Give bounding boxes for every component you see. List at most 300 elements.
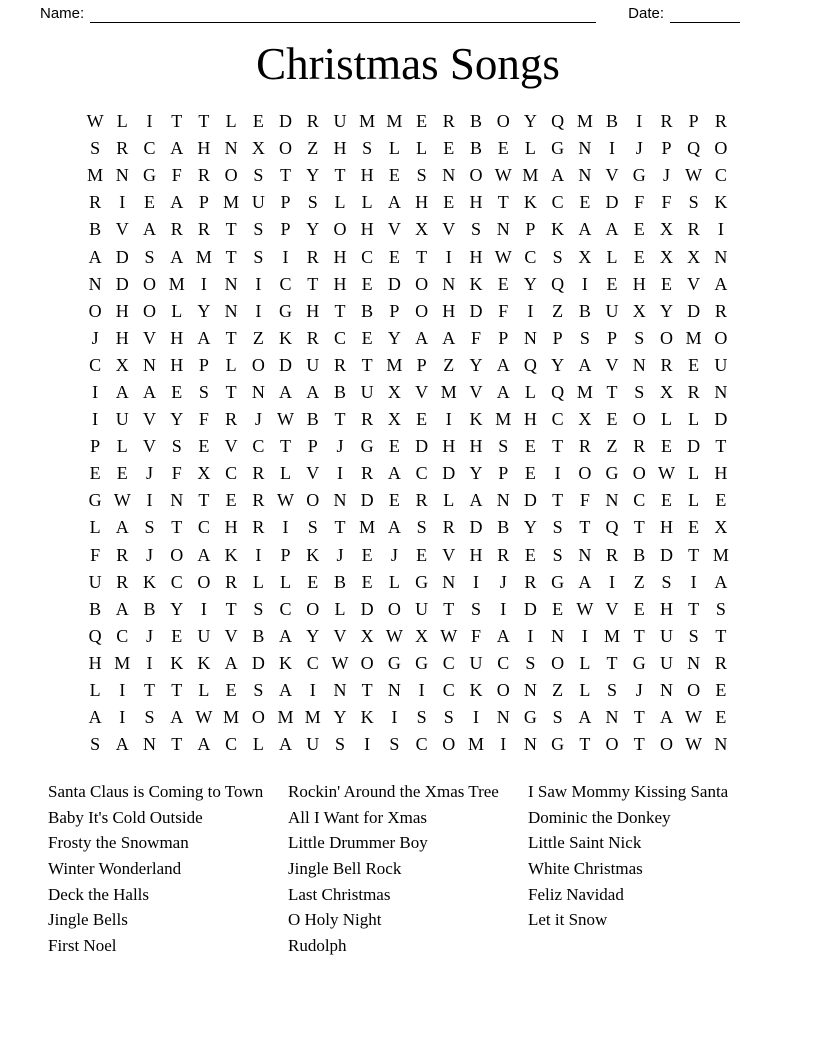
grid-letter: T xyxy=(715,436,727,457)
grid-letter: M xyxy=(576,111,593,132)
grid-letter: W xyxy=(385,625,403,646)
date-label: Date: xyxy=(628,5,664,22)
grid-letter: R xyxy=(197,219,210,240)
grid-letter: T xyxy=(633,625,645,646)
grid-letter: Y xyxy=(551,354,565,375)
grid-letter: P xyxy=(280,219,291,240)
grid-letter: W xyxy=(277,409,295,430)
grid-letter: L xyxy=(89,680,101,701)
grid-letter: I xyxy=(527,300,534,321)
grid-letter: T xyxy=(688,598,700,619)
grid-letter: I xyxy=(119,192,126,213)
grid-letter: K xyxy=(197,652,211,673)
grid-letter: A xyxy=(143,381,157,402)
grid-letter: I xyxy=(527,625,534,646)
grid-letter: E xyxy=(552,598,564,619)
grid-letter: N xyxy=(251,381,265,402)
grid-letter: A xyxy=(415,327,429,348)
grid-letter: E xyxy=(388,246,400,267)
grid-letter: N xyxy=(170,490,184,511)
grid-letter: E xyxy=(715,707,727,728)
grid-letter: L xyxy=(116,436,128,457)
grid-letter: P xyxy=(661,138,672,159)
grid-letter: M xyxy=(304,707,321,728)
grid-letter: A xyxy=(442,327,456,348)
grid-letter: A xyxy=(306,381,320,402)
grid-letter: N xyxy=(496,490,510,511)
grid-letter: R xyxy=(415,490,428,511)
grid-letter: T xyxy=(280,436,292,457)
grid-letter: A xyxy=(170,707,184,728)
grid-letter: N xyxy=(687,652,701,673)
grid-letter: D xyxy=(659,544,673,565)
grid-letter: E xyxy=(524,436,536,457)
grid-letter: O xyxy=(551,652,565,673)
grid-letter: M xyxy=(576,381,593,402)
grid-letter: S xyxy=(552,707,563,728)
grid-letter: X xyxy=(415,219,429,240)
grid-letter: C xyxy=(415,734,428,755)
grid-letter: K xyxy=(170,652,184,673)
name-label: Name: xyxy=(40,5,85,22)
grid-letter: K xyxy=(469,680,483,701)
grid-letter: V xyxy=(415,381,429,402)
grid-letter: C xyxy=(714,165,727,186)
grid-letter: K xyxy=(469,409,483,430)
grid-letter: Y xyxy=(170,409,184,430)
grid-letter: L xyxy=(579,652,591,673)
grid-letter: C xyxy=(497,652,510,673)
grid-letter: L xyxy=(89,517,101,538)
grid-letter: J xyxy=(390,544,398,565)
grid-letter: Y xyxy=(306,165,320,186)
grid-letter: R xyxy=(714,652,727,673)
grid-letter: I xyxy=(717,219,724,240)
grid-letter: I xyxy=(690,571,697,592)
grid-letter: P xyxy=(198,192,209,213)
grid-letter: S xyxy=(661,571,672,592)
grid-letter: C xyxy=(551,409,564,430)
grid-letter: K xyxy=(279,652,293,673)
grid-letter: J xyxy=(336,544,344,565)
grid-letter: E xyxy=(688,354,700,375)
grid-letter: J xyxy=(662,165,670,186)
grid-letter: R xyxy=(116,544,129,565)
grid-letter: D xyxy=(605,192,619,213)
grid-letter: L xyxy=(579,680,591,701)
grid-letter: T xyxy=(225,381,237,402)
grid-letter: R xyxy=(225,409,238,430)
grid-letter: L xyxy=(443,490,455,511)
grid-letter: P xyxy=(280,544,291,565)
grid-letter: N xyxy=(659,680,673,701)
grid-letter: Y xyxy=(170,598,184,619)
grid-letter: H xyxy=(659,517,673,538)
grid-letter: S xyxy=(389,734,400,755)
grid-letter: S xyxy=(144,246,155,267)
grid-letter: I xyxy=(636,111,643,132)
grid-letter: T xyxy=(361,354,373,375)
grid-letter: H xyxy=(224,517,238,538)
grid-letter: H xyxy=(360,219,374,240)
grid-letter: D xyxy=(279,354,293,375)
grid-letter: H xyxy=(632,273,646,294)
grid-letter: D xyxy=(251,652,265,673)
grid-letter: I xyxy=(200,598,207,619)
grid-letter: W xyxy=(576,598,594,619)
grid-letter: S xyxy=(90,138,101,159)
word-list-item: Let it Snow xyxy=(528,910,608,930)
grid-letter: G xyxy=(605,463,619,484)
grid-letter: S xyxy=(253,219,264,240)
grid-letter: O xyxy=(714,138,728,159)
grid-letter: H xyxy=(523,409,537,430)
grid-letter: U xyxy=(714,354,728,375)
grid-letter: C xyxy=(116,625,129,646)
grid-letter: E xyxy=(606,409,618,430)
grid-letter: R xyxy=(89,192,102,213)
grid-letter: R xyxy=(225,571,238,592)
grid-letter: H xyxy=(170,327,184,348)
grid-letter: K xyxy=(714,192,728,213)
grid-letter: S xyxy=(715,598,726,619)
grid-letter: G xyxy=(632,652,646,673)
grid-letter: N xyxy=(387,680,401,701)
grid-letter: I xyxy=(92,409,99,430)
grid-letter: D xyxy=(360,490,374,511)
grid-letter: A xyxy=(496,381,510,402)
grid-letter: T xyxy=(443,598,455,619)
word-list-item: Last Christmas xyxy=(288,884,391,904)
grid-letter: U xyxy=(115,409,129,430)
grid-letter: C xyxy=(279,598,292,619)
grid-letter: C xyxy=(279,273,292,294)
grid-letter: W xyxy=(685,707,703,728)
grid-letter: V xyxy=(387,219,401,240)
grid-letter: E xyxy=(606,273,618,294)
grid-letter: N xyxy=(224,138,238,159)
grid-letter: R xyxy=(116,571,129,592)
grid-letter: E xyxy=(660,490,672,511)
grid-letter: V xyxy=(687,273,701,294)
grid-letter: U xyxy=(605,300,619,321)
word-list-item: I Saw Mommy Kissing Santa xyxy=(528,782,729,802)
grid-letter: W xyxy=(331,652,349,673)
grid-letter: H xyxy=(333,138,347,159)
grid-letter: I xyxy=(554,463,561,484)
worksheet-header xyxy=(0,0,816,23)
grid-letter: U xyxy=(469,652,483,673)
grid-letter: V xyxy=(143,327,157,348)
grid-letter: I xyxy=(581,625,588,646)
grid-letter: M xyxy=(604,625,621,646)
grid-letter: Y xyxy=(523,517,537,538)
grid-letter: T xyxy=(198,111,210,132)
grid-letter: O xyxy=(251,707,265,728)
grid-letter: S xyxy=(416,165,427,186)
grid-letter: B xyxy=(333,381,346,402)
grid-letter: W xyxy=(86,111,104,132)
grid-letter: L xyxy=(688,463,700,484)
word-list-column xyxy=(528,779,768,958)
grid-letter: H xyxy=(442,300,456,321)
grid-letter: U xyxy=(251,192,265,213)
grid-letter: P xyxy=(307,436,318,457)
grid-letter: S xyxy=(552,246,563,267)
grid-letter: C xyxy=(306,652,319,673)
grid-letter: S xyxy=(253,165,264,186)
grid-letter: W xyxy=(657,463,675,484)
grid-letter: N xyxy=(143,354,157,375)
grid-letter: B xyxy=(333,571,346,592)
grid-letter: N xyxy=(578,544,592,565)
grid-letter: J xyxy=(146,625,154,646)
grid-letter: R xyxy=(660,354,673,375)
grid-letter: O xyxy=(496,111,510,132)
grid-letter: L xyxy=(252,734,264,755)
grid-letter: R xyxy=(116,138,129,159)
grid-letter: E xyxy=(497,138,509,159)
grid-letter: U xyxy=(306,734,320,755)
grid-letter: D xyxy=(115,273,129,294)
grid-letter: V xyxy=(442,544,456,565)
grid-letter: B xyxy=(252,625,265,646)
grid-letter: A xyxy=(88,707,102,728)
grid-letter: L xyxy=(280,571,292,592)
grid-letter: R xyxy=(606,544,619,565)
grid-letter: I xyxy=(445,246,452,267)
grid-letter: S xyxy=(471,219,482,240)
grid-letter: G xyxy=(415,652,429,673)
grid-letter: N xyxy=(551,625,565,646)
grid-letter: A xyxy=(469,490,483,511)
grid-letter: O xyxy=(224,165,238,186)
grid-letter: Q xyxy=(605,517,619,538)
grid-letter: H xyxy=(469,192,483,213)
grid-letter: R xyxy=(497,544,510,565)
grid-letter: M xyxy=(168,273,185,294)
grid-letter: L xyxy=(660,409,672,430)
grid-letter: X xyxy=(578,409,592,430)
grid-letter: T xyxy=(198,490,210,511)
grid-letter: O xyxy=(143,273,157,294)
word-list-item: Little Saint Nick xyxy=(528,833,642,853)
grid-letter: S xyxy=(362,138,373,159)
grid-letter: T xyxy=(688,544,700,565)
page-title: Christmas Songs xyxy=(256,39,560,89)
grid-letter: I xyxy=(119,707,126,728)
grid-letter: M xyxy=(114,652,131,673)
grid-letter: L xyxy=(334,192,346,213)
grid-letter: O xyxy=(632,463,646,484)
grid-letter: T xyxy=(171,680,183,701)
grid-letter: S xyxy=(416,517,427,538)
grid-letter: V xyxy=(115,219,129,240)
grid-letter: P xyxy=(90,436,101,457)
grid-letter: Q xyxy=(687,138,701,159)
grid-letter: D xyxy=(442,463,456,484)
grid-letter: H xyxy=(469,544,483,565)
grid-letter: T xyxy=(307,273,319,294)
grid-letter: A xyxy=(224,652,238,673)
grid-letter: E xyxy=(252,111,264,132)
grid-letter: S xyxy=(253,246,264,267)
grid-letter: E xyxy=(633,219,645,240)
word-list-item: O Holy Night xyxy=(288,910,382,930)
grid-letter: E xyxy=(416,544,428,565)
grid-letter: O xyxy=(687,680,701,701)
grid-letter: R xyxy=(333,354,346,375)
grid-letter: I xyxy=(146,111,153,132)
grid-letter: J xyxy=(635,138,643,159)
grid-letter: H xyxy=(415,192,429,213)
grid-letter: N xyxy=(115,165,129,186)
grid-letter: E xyxy=(388,165,400,186)
grid-letter: R xyxy=(197,165,210,186)
grid-letter: X xyxy=(578,246,592,267)
grid-letter: H xyxy=(333,246,347,267)
grid-letter: Y xyxy=(469,354,483,375)
grid-letter: I xyxy=(609,571,616,592)
grid-letter: Y xyxy=(197,300,211,321)
grid-letter: N xyxy=(496,219,510,240)
grid-letter: G xyxy=(551,138,565,159)
grid-letter: E xyxy=(225,680,237,701)
grid-letter: J xyxy=(146,463,154,484)
grid-letter: T xyxy=(334,300,346,321)
grid-letter: O xyxy=(605,734,619,755)
grid-letter: E xyxy=(443,138,455,159)
grid-letter: X xyxy=(251,138,265,159)
grid-letter: O xyxy=(496,680,510,701)
grid-letter: I xyxy=(473,571,480,592)
grid-letter: C xyxy=(361,246,374,267)
grid-letter: O xyxy=(659,327,673,348)
grid-letter: A xyxy=(387,517,401,538)
grid-letter: Q xyxy=(88,625,102,646)
grid-letter: I xyxy=(255,544,262,565)
grid-letter: E xyxy=(361,273,373,294)
grid-letter: L xyxy=(416,138,428,159)
grid-letter: T xyxy=(225,327,237,348)
grid-letter: C xyxy=(415,463,428,484)
grid-letter: H xyxy=(170,354,184,375)
grid-letter: E xyxy=(144,192,156,213)
grid-letter: T xyxy=(334,165,346,186)
grid-letter: B xyxy=(470,111,483,132)
grid-letter: O xyxy=(306,490,320,511)
grid-letter: L xyxy=(388,571,400,592)
grid-letter: X xyxy=(714,517,728,538)
grid-letter: M xyxy=(386,354,403,375)
grid-letter: P xyxy=(389,300,400,321)
grid-letter: A xyxy=(387,192,401,213)
grid-letter: M xyxy=(468,734,485,755)
grid-letter: A xyxy=(279,680,293,701)
grid-letter: E xyxy=(171,625,183,646)
grid-letter: R xyxy=(660,111,673,132)
grid-letter: A xyxy=(496,625,510,646)
grid-letter: E xyxy=(715,680,727,701)
grid-letter: X xyxy=(632,300,646,321)
grid-letter: N xyxy=(143,734,157,755)
grid-letter: D xyxy=(360,598,374,619)
grid-letter: G xyxy=(632,165,646,186)
grid-letter: O xyxy=(632,409,646,430)
grid-letter: A xyxy=(496,354,510,375)
grid-letter: P xyxy=(552,327,563,348)
grid-letter: A xyxy=(115,381,129,402)
grid-letter: F xyxy=(661,192,672,213)
word-list-item: White Christmas xyxy=(528,859,643,879)
grid-letter: I xyxy=(255,273,262,294)
grid-letter: A xyxy=(279,625,293,646)
grid-letter: M xyxy=(495,409,512,430)
grid-letter: N xyxy=(523,327,537,348)
grid-letter: A xyxy=(170,138,184,159)
grid-letter: S xyxy=(688,192,699,213)
grid-letter: T xyxy=(171,517,183,538)
grid-letter: N xyxy=(714,734,728,755)
grid-letter: E xyxy=(633,246,645,267)
grid-letter: H xyxy=(115,300,129,321)
grid-letter: O xyxy=(279,138,293,159)
grid-letter: I xyxy=(500,598,507,619)
grid-letter: Q xyxy=(551,273,565,294)
grid-letter: P xyxy=(607,327,618,348)
grid-letter: F xyxy=(634,192,645,213)
grid-letter: J xyxy=(254,409,262,430)
grid-letter: A xyxy=(578,354,592,375)
grid-letter: W xyxy=(113,490,131,511)
grid-letter: B xyxy=(470,138,483,159)
grid-letter: P xyxy=(688,111,699,132)
grid-letter: J xyxy=(91,327,99,348)
grid-letter: K xyxy=(306,544,320,565)
grid-letter: L xyxy=(171,300,183,321)
grid-letter: G xyxy=(279,300,293,321)
grid-letter: B xyxy=(143,598,156,619)
grid-letter: S xyxy=(579,327,590,348)
grid-letter: T xyxy=(552,490,564,511)
grid-letter: S xyxy=(416,707,427,728)
grid-letter: L xyxy=(524,138,536,159)
grid-letter: K xyxy=(224,544,238,565)
grid-letter: Z xyxy=(633,571,645,592)
grid-letter: Y xyxy=(469,463,483,484)
word-list-item: Jingle Bell Rock xyxy=(288,859,402,879)
grid-letter: I xyxy=(473,707,480,728)
grid-letter: Y xyxy=(306,219,320,240)
grid-letter: N xyxy=(632,354,646,375)
grid-letter: R xyxy=(687,381,700,402)
grid-letter: D xyxy=(469,517,483,538)
grid-letter: V xyxy=(605,165,619,186)
grid-letter: I xyxy=(364,734,371,755)
grid-letter: S xyxy=(198,381,209,402)
grid-letter: E xyxy=(688,517,700,538)
grid-letter: N xyxy=(442,571,456,592)
word-list-item: First Noel xyxy=(48,935,117,955)
grid-letter: T xyxy=(225,219,237,240)
grid-letter: X xyxy=(687,246,701,267)
grid-letter: Z xyxy=(252,327,264,348)
grid-letter: E xyxy=(225,490,237,511)
grid-letter: I xyxy=(391,707,398,728)
grid-letter: D xyxy=(415,436,429,457)
grid-letter: V xyxy=(469,381,483,402)
grid-letter: R xyxy=(578,436,591,457)
